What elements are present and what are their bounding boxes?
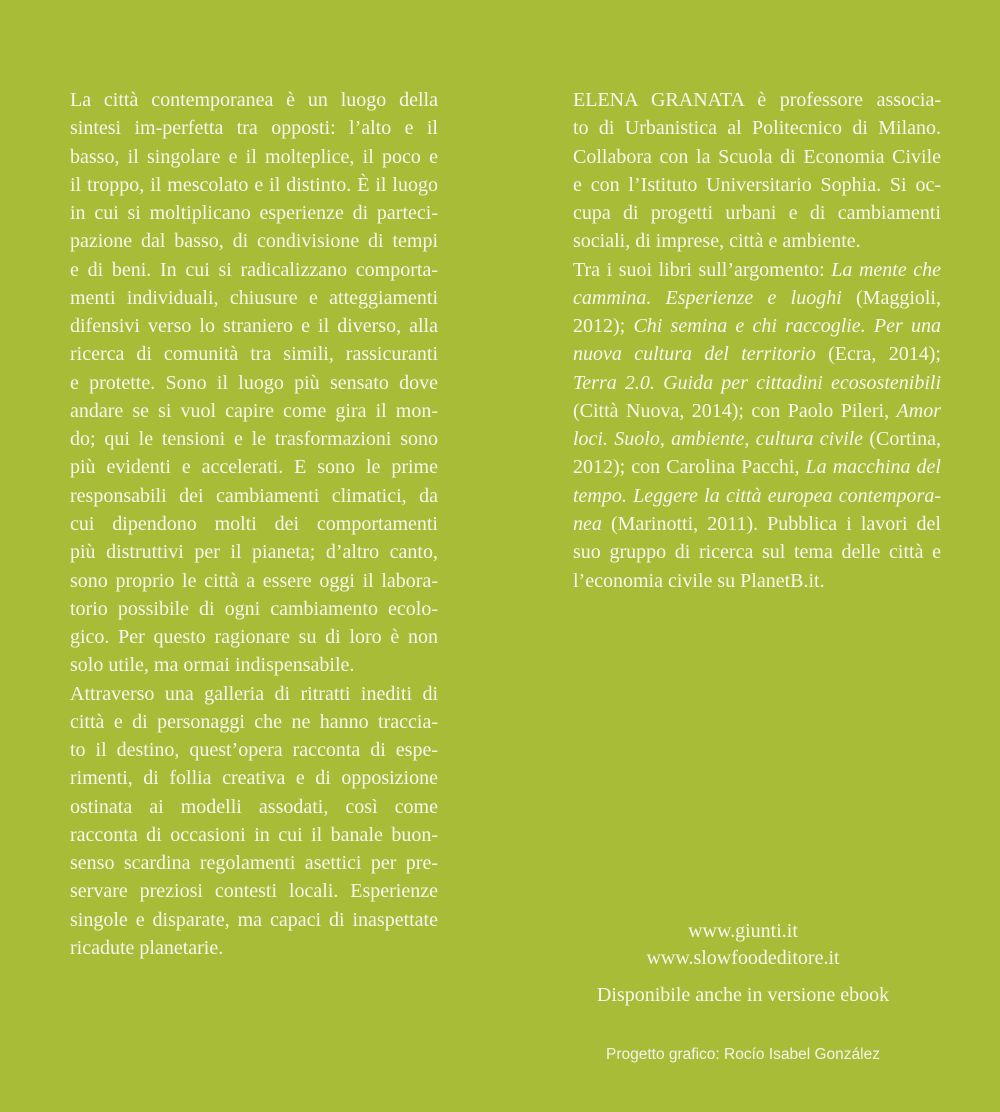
text-line: sociali, di imprese, città e ambiente. bbox=[573, 230, 861, 253]
text-line: basso, il singolare e il molteplice, il poco e bbox=[70, 145, 438, 168]
text-line: cui dipendono molti dei comportamenti bbox=[70, 512, 438, 535]
text-line: 2012); con Carolina Pacchi, La macchina del bbox=[573, 456, 941, 479]
text-line: difensivi verso lo straniero e il diverso, alla bbox=[70, 315, 438, 338]
text-line: 2012); Chi semina e chi raccoglie. Per una bbox=[573, 315, 941, 338]
text-line: l’economia civile su PlanetB.it. bbox=[573, 569, 825, 592]
text-line: ricadute planetarie. bbox=[70, 936, 224, 959]
text-line: loci. Suolo, ambiente, cultura civile (Cortina, bbox=[573, 428, 941, 451]
text-line: e con l’Istituto Universitario Sophia. Si oc- bbox=[573, 173, 941, 196]
text-line: racconta di occasioni in cui il banale buon- bbox=[70, 823, 438, 846]
author-bio-text bbox=[573, 86, 941, 595]
text-line: più evidenti e accelerati. E sono le prime bbox=[70, 456, 438, 479]
text-line: torio possibile di ogni cambiamento ecolo- bbox=[70, 597, 438, 620]
text-line: città e di personaggi che ne hanno traccia- bbox=[70, 710, 438, 733]
text-line: to di Urbanistica al Politecnico di Milano. bbox=[573, 117, 941, 140]
text-line: pazione dal basso, di condivisione di tempi bbox=[70, 230, 438, 253]
ebook-availability-note: Disponibile anche in versione ebook bbox=[596, 984, 890, 1006]
text-line: nuova cultura del territorio (Ecra, 2014); bbox=[573, 343, 941, 366]
text-line: menti individuali, chiusure e atteggiamenti bbox=[70, 286, 438, 309]
text-line: to il destino, quest’opera racconta di espe- bbox=[70, 739, 438, 762]
text-line: La città contemporanea è un luogo della bbox=[70, 89, 438, 111]
text-line: suo gruppo di ricerca sul tema delle città e bbox=[573, 541, 941, 564]
text-line: andare se si vuol capire come gira il mon- bbox=[70, 399, 438, 422]
text-line: cammina. Esperienze e luoghi (Maggioli, bbox=[573, 286, 941, 309]
text-line: Collabora con la Scuola di Economia Civile bbox=[573, 145, 941, 168]
text-line: il troppo, il mescolato e il distinto. È il luogo bbox=[70, 173, 438, 196]
graphic-design-credit: Progetto grafico: Rocío Isabel González bbox=[606, 1046, 880, 1063]
text-line: senso scardina regolamenti asettici per pre- bbox=[70, 852, 438, 875]
text-line: sono proprio le città a essere oggi il labora- bbox=[70, 569, 438, 592]
text-line: singole e disparate, ma capaci di inaspettate bbox=[70, 908, 438, 931]
text-line: servare preziosi contesti locali. Esperienze bbox=[70, 880, 438, 903]
text-line: solo utile, ma ormai indispensabile. bbox=[70, 654, 355, 677]
publisher-websites bbox=[545, 918, 941, 972]
text-line: rimenti, di follia creativa e di opposizione bbox=[70, 767, 438, 790]
text-line: nea (Marinotti, 2011). Pubblica i lavori del bbox=[573, 512, 941, 535]
text-line: ricerca di comunità tra simili, rassicuranti bbox=[70, 343, 438, 366]
text-line: Terra 2.0. Guida per cittadini ecosostenibili bbox=[573, 371, 941, 394]
text-line: do; qui le tensioni e le trasformazioni sono bbox=[70, 428, 438, 451]
text-line: ostinata ai modelli assodati, così come bbox=[70, 795, 438, 818]
text-line: Attraverso una galleria di ritratti inediti di bbox=[70, 682, 438, 705]
text-line: e protette. Sono il luogo più sensato dove bbox=[70, 371, 438, 394]
synopsis-text bbox=[70, 86, 438, 962]
text-line: cupa di progetti urbani e di cambiamenti bbox=[573, 202, 941, 225]
text-line: (Città Nuova, 2014); con Paolo Pileri, Amor bbox=[573, 399, 941, 422]
text-line: tempo. Leggere la città europea contempora- bbox=[573, 484, 941, 507]
text-line: e di beni. In cui si radicalizzano comporta- bbox=[70, 258, 438, 281]
text-line: gico. Per questo ragionare su di loro è non bbox=[70, 626, 438, 649]
text-line: responsabili dei cambiamenti climatici, da bbox=[70, 484, 438, 507]
text-line: sintesi im-perfetta tra opposti: l’alto e il bbox=[70, 117, 438, 140]
text-line: più distruttivi per il pianeta; d’altro canto, bbox=[70, 541, 438, 564]
website-slowfoodeditore-link[interactable]: www.slowfoodeditore.it bbox=[646, 947, 840, 969]
text-line: ELENA GRANATA è professore associa- bbox=[573, 89, 941, 111]
website-giunti-link[interactable]: www.giunti.it bbox=[688, 920, 798, 942]
text-line: in cui si moltiplicano esperienze di parteci- bbox=[70, 202, 438, 225]
text-line: Tra i suoi libri sull’argomento: La mente che bbox=[573, 258, 941, 281]
